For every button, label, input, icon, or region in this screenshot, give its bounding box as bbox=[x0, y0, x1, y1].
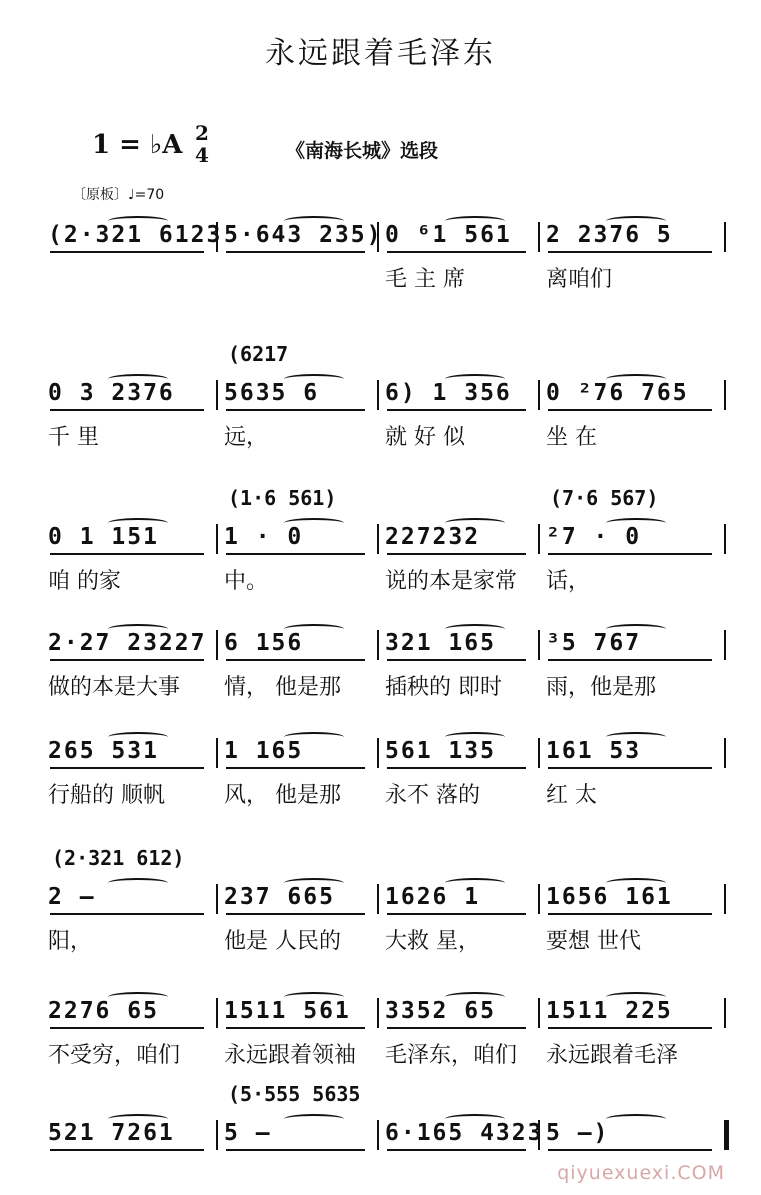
barline bbox=[216, 998, 218, 1028]
beam-underline bbox=[50, 913, 204, 915]
measure: 3352 65 bbox=[385, 998, 496, 1024]
source-note: 《南海长城》选段 bbox=[286, 140, 439, 162]
barline bbox=[216, 380, 218, 410]
barline bbox=[377, 738, 379, 768]
slur-arc bbox=[606, 216, 666, 226]
slur-arc bbox=[606, 374, 666, 384]
beam-underline bbox=[548, 553, 712, 555]
slur-arc bbox=[108, 992, 168, 1002]
beam-underline bbox=[50, 1149, 204, 1151]
measure: 1656 161 bbox=[546, 884, 673, 910]
beam-underline bbox=[50, 251, 204, 253]
barline bbox=[538, 524, 540, 554]
slur-arc bbox=[108, 518, 168, 528]
slur-arc bbox=[108, 878, 168, 888]
measure: 5635 6 bbox=[224, 380, 320, 406]
barline bbox=[538, 1120, 540, 1150]
measure: 2 2376 5 bbox=[546, 222, 673, 248]
slur-arc bbox=[445, 374, 505, 384]
measure: 0 ⁶1 561 bbox=[385, 222, 512, 248]
lyric-segment: 中。 bbox=[224, 569, 269, 594]
slur-arc bbox=[445, 992, 505, 1002]
beam-underline bbox=[50, 659, 204, 661]
beam-underline bbox=[226, 913, 365, 915]
beam-underline bbox=[387, 409, 526, 411]
measure: 265 531 bbox=[48, 738, 159, 764]
notation-line bbox=[40, 626, 730, 662]
notation-line bbox=[40, 376, 730, 412]
lyric-segment: 毛泽东，咱们 bbox=[385, 1043, 518, 1068]
time-signature bbox=[192, 122, 212, 166]
slur-arc bbox=[108, 732, 168, 742]
beam-underline bbox=[226, 251, 365, 253]
above-annotation: (1·6 561) bbox=[228, 486, 337, 510]
notation-line bbox=[40, 734, 730, 770]
lyric-segment: 永不 落的 bbox=[385, 783, 480, 808]
barline bbox=[377, 380, 379, 410]
beam-underline bbox=[387, 913, 526, 915]
lyric-line bbox=[40, 564, 730, 592]
lyric-line bbox=[40, 262, 730, 290]
measure: 2 — bbox=[48, 884, 96, 910]
beam-underline bbox=[548, 1149, 712, 1151]
lyric-segment: 行船的 顺帆 bbox=[48, 783, 165, 808]
barline bbox=[377, 630, 379, 660]
slur-arc bbox=[445, 216, 505, 226]
barline bbox=[724, 998, 726, 1028]
barline bbox=[724, 884, 726, 914]
slur-arc bbox=[284, 1114, 344, 1124]
lyric-segment: 阳， bbox=[48, 929, 93, 954]
lyric-segment: 就 好 似 bbox=[385, 425, 465, 450]
slur-arc bbox=[445, 624, 505, 634]
measure: 2·27 23227 bbox=[48, 630, 207, 656]
barline bbox=[377, 884, 379, 914]
lyric-segment: 红 太 bbox=[546, 783, 597, 808]
lyric-segment: 大救 星， bbox=[385, 929, 480, 954]
lyric-segment: 远， bbox=[224, 425, 269, 450]
beam-underline bbox=[226, 409, 365, 411]
lyric-line bbox=[40, 924, 730, 952]
beam-underline bbox=[50, 409, 204, 411]
lyric-segment: 风， 他是那 bbox=[224, 783, 341, 808]
slur-arc bbox=[108, 1114, 168, 1124]
slur-arc bbox=[108, 624, 168, 634]
slur-arc bbox=[284, 878, 344, 888]
slur-arc bbox=[606, 624, 666, 634]
measure: 6 156 bbox=[224, 630, 304, 656]
slur-arc bbox=[284, 732, 344, 742]
slur-arc bbox=[445, 1114, 505, 1124]
measure: 0 3 2376 bbox=[48, 380, 175, 406]
lyric-segment: 情， 他是那 bbox=[224, 675, 341, 700]
notation-line bbox=[40, 1116, 730, 1152]
measure: 1 165 bbox=[224, 738, 304, 764]
lyric-segment: 不受穷，咱们 bbox=[48, 1043, 181, 1068]
measure: 521 7261 bbox=[48, 1120, 175, 1146]
barline bbox=[724, 1120, 729, 1150]
slur-arc bbox=[284, 374, 344, 384]
beam-underline bbox=[226, 659, 365, 661]
barline bbox=[216, 524, 218, 554]
lyric-segment: 永远跟着毛泽 bbox=[546, 1043, 679, 1068]
lyric-line bbox=[40, 670, 730, 698]
barline bbox=[377, 222, 379, 252]
lyric-segment: 雨，他是那 bbox=[546, 675, 657, 700]
key-signature: 1 = ♭A bbox=[92, 130, 183, 160]
slur-arc bbox=[284, 518, 344, 528]
slur-arc bbox=[108, 216, 168, 226]
slur-arc bbox=[606, 732, 666, 742]
above-annotation: (7·6 567) bbox=[550, 486, 659, 510]
lyric-segment: 说的本是家常 bbox=[385, 569, 518, 594]
lyric-line bbox=[40, 420, 730, 448]
slur-arc bbox=[284, 624, 344, 634]
barline bbox=[216, 630, 218, 660]
beam-underline bbox=[387, 1149, 526, 1151]
slur-arc bbox=[108, 374, 168, 384]
time-signature-top: 2 bbox=[195, 121, 209, 145]
notation-line bbox=[40, 520, 730, 556]
measure: ²7 · 0 bbox=[546, 524, 642, 550]
barline bbox=[216, 1120, 218, 1150]
measure: 0 ²76 765 bbox=[546, 380, 689, 406]
beam-underline bbox=[387, 767, 526, 769]
barline bbox=[538, 998, 540, 1028]
above-annotation: (6217 bbox=[228, 342, 289, 366]
slur-arc bbox=[606, 992, 666, 1002]
measure: 227232 bbox=[385, 524, 481, 550]
beam-underline bbox=[548, 913, 712, 915]
slur-arc bbox=[606, 878, 666, 888]
lyric-segment: 他是 人民的 bbox=[224, 929, 341, 954]
lyric-line bbox=[40, 778, 730, 806]
slur-arc bbox=[445, 732, 505, 742]
measure: 561 135 bbox=[385, 738, 496, 764]
barline bbox=[538, 380, 540, 410]
beam-underline bbox=[50, 767, 204, 769]
watermark: qiyuexuexi.COM bbox=[557, 1162, 725, 1184]
measure: 1 · 0 bbox=[224, 524, 304, 550]
slur-arc bbox=[606, 1114, 666, 1124]
beam-underline bbox=[548, 659, 712, 661]
measure: 1626 1 bbox=[385, 884, 481, 910]
beam-underline bbox=[226, 553, 365, 555]
above-annotation: (5·555 5635 bbox=[228, 1082, 361, 1106]
lyric-segment: 要想 世代 bbox=[546, 929, 641, 954]
measure: 0 1 151 bbox=[48, 524, 159, 550]
notation-line bbox=[40, 218, 730, 254]
barline bbox=[724, 222, 726, 252]
beam-underline bbox=[387, 1027, 526, 1029]
barline bbox=[377, 524, 379, 554]
slur-arc bbox=[606, 518, 666, 528]
beam-underline bbox=[548, 409, 712, 411]
barline bbox=[538, 630, 540, 660]
measure: ³5 767 bbox=[546, 630, 642, 656]
barline bbox=[724, 630, 726, 660]
barline bbox=[538, 222, 540, 252]
measure: 237 665 bbox=[224, 884, 335, 910]
beam-underline bbox=[387, 553, 526, 555]
beam-underline bbox=[226, 767, 365, 769]
slur-arc bbox=[284, 216, 344, 226]
notation-line bbox=[40, 880, 730, 916]
lyric-line bbox=[40, 1038, 730, 1066]
slur-arc bbox=[445, 518, 505, 528]
beam-underline bbox=[50, 553, 204, 555]
measure: 5 —) bbox=[546, 1120, 610, 1146]
measure: 6·165 4323 bbox=[385, 1120, 544, 1146]
slur-arc bbox=[445, 878, 505, 888]
notation-line bbox=[40, 994, 730, 1030]
barline bbox=[216, 738, 218, 768]
beam-underline bbox=[548, 1027, 712, 1029]
barline bbox=[377, 1120, 379, 1150]
barline bbox=[377, 998, 379, 1028]
beam-underline bbox=[387, 251, 526, 253]
lyric-segment: 坐 在 bbox=[546, 425, 597, 450]
lyric-segment: 话， bbox=[546, 569, 591, 594]
beam-underline bbox=[387, 659, 526, 661]
time-signature-bottom: 4 bbox=[195, 143, 209, 167]
barline bbox=[724, 380, 726, 410]
lyric-segment: 千 里 bbox=[48, 425, 99, 450]
lyric-segment: 永远跟着领袖 bbox=[224, 1043, 357, 1068]
lyric-segment: 毛 主 席 bbox=[385, 267, 465, 292]
measure: 1511 561 bbox=[224, 998, 351, 1024]
page-title: 永远跟着毛泽东 bbox=[265, 36, 496, 71]
lyric-segment: 插秧的 即时 bbox=[385, 675, 502, 700]
beam-underline bbox=[226, 1149, 365, 1151]
beam-underline bbox=[548, 251, 712, 253]
lyric-segment: 做的本是大事 bbox=[48, 675, 181, 700]
measure: 321 165 bbox=[385, 630, 496, 656]
measure: 6) 1 356 bbox=[385, 380, 512, 406]
measure: 1511 225 bbox=[546, 998, 673, 1024]
measure: 2276 65 bbox=[48, 998, 159, 1024]
measure: (2·321 6123 bbox=[48, 222, 223, 248]
measure: 161 53 bbox=[546, 738, 642, 764]
above-annotation: (2·321 612) bbox=[52, 846, 185, 870]
barline bbox=[216, 884, 218, 914]
barline bbox=[724, 738, 726, 768]
measure: 5·643 235) bbox=[224, 222, 383, 248]
beam-underline bbox=[548, 767, 712, 769]
lyric-segment: 离咱们 bbox=[546, 267, 613, 292]
barline bbox=[538, 884, 540, 914]
barline bbox=[538, 738, 540, 768]
lyric-segment: 咱 的家 bbox=[48, 569, 121, 594]
barline bbox=[724, 524, 726, 554]
beam-underline bbox=[226, 1027, 365, 1029]
measure: 5 — bbox=[224, 1120, 272, 1146]
barline bbox=[216, 222, 218, 252]
slur-arc bbox=[284, 992, 344, 1002]
tempo-marking: 〔原板〕♩=70 bbox=[72, 187, 165, 203]
beam-underline bbox=[50, 1027, 204, 1029]
